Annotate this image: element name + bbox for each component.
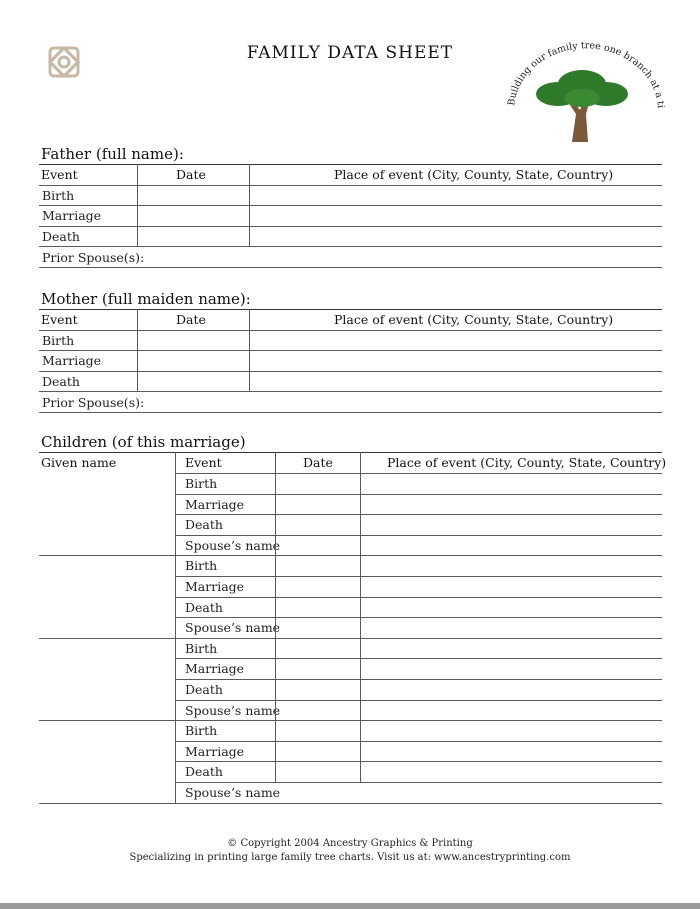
child-row-rule xyxy=(175,658,662,659)
mother-death-label: Death xyxy=(42,374,80,389)
child-event-label: Spouse’s name xyxy=(185,537,281,553)
mother-col-divider xyxy=(249,309,250,391)
father-prior-spouse-label: Prior Spouse(s): xyxy=(42,250,145,265)
mother-top-rule xyxy=(39,309,662,310)
father-date-header: Date xyxy=(176,167,206,182)
father-row-rule xyxy=(39,185,662,186)
father-row-rule xyxy=(39,205,662,206)
mother-date-header: Date xyxy=(176,312,206,327)
child-row-rule xyxy=(175,700,662,701)
mother-heading: Mother (full maiden name): xyxy=(41,290,251,308)
child-row-rule xyxy=(175,782,662,783)
father-bottom-rule xyxy=(39,267,662,268)
children-header-rule xyxy=(175,473,662,474)
footer-copyright: © Copyright 2004 Ancestry Graphics & Printing xyxy=(227,838,473,849)
mother-event-header: Event xyxy=(41,312,78,327)
mother-row-rule xyxy=(39,391,662,392)
child-row-rule xyxy=(175,741,662,742)
children-top-rule xyxy=(39,452,662,453)
child-row-rule xyxy=(175,535,662,536)
child-event-label: Death xyxy=(185,599,223,615)
children-place-header: Place of event (City, County, State, Country) xyxy=(387,455,667,470)
father-row-rule xyxy=(39,226,662,227)
father-birth-label: Birth xyxy=(42,188,75,203)
child-event-label: Death xyxy=(185,682,223,697)
children-heading: Children (of this marriage) xyxy=(41,433,246,451)
father-marriage-label: Marriage xyxy=(42,208,102,223)
child-row-rule xyxy=(175,761,662,762)
father-col-divider xyxy=(137,164,138,246)
children-date-header: Date xyxy=(303,455,333,470)
child-event-label: Spouse’s name xyxy=(185,702,281,718)
child-group-rule xyxy=(39,720,662,721)
mother-row-rule xyxy=(39,371,662,372)
child-row-rule xyxy=(175,576,662,577)
mother-row-rule xyxy=(39,350,662,351)
father-col-divider xyxy=(249,164,250,246)
mother-birth-label: Birth xyxy=(42,333,75,348)
father-place-header: Place of event (City, County, State, Country) xyxy=(334,167,614,182)
child-event-label: Birth xyxy=(185,723,218,739)
children-given-name-header: Given name xyxy=(41,455,117,470)
tree-icon xyxy=(536,70,628,142)
child-event-label: Death xyxy=(185,764,223,780)
tree-logo xyxy=(502,38,666,146)
mother-prior-spouse-label: Prior Spouse(s): xyxy=(42,395,145,410)
father-heading: Father (full name): xyxy=(41,145,184,163)
child-event-label: Spouse’s name xyxy=(185,785,281,800)
child-group-rule xyxy=(39,638,662,639)
footer-tagline: Specializing in printing large family tree charts. Visit us at: www.ancestryprinting.com xyxy=(129,852,571,863)
page-bottom-bar xyxy=(0,903,700,909)
children-col-divider xyxy=(175,452,176,803)
tree-logo-tagline: Building our family tree one branch at a ti xyxy=(506,40,666,109)
child-event-label: Marriage xyxy=(185,661,245,677)
mother-row-rule xyxy=(39,330,662,331)
children-col-divider xyxy=(275,452,276,782)
child-event-label: Marriage xyxy=(185,496,245,512)
child-row-rule xyxy=(175,617,662,618)
child-event-label: Marriage xyxy=(185,743,245,759)
child-event-label: Marriage xyxy=(185,579,245,594)
child-event-label: Birth xyxy=(185,476,218,491)
mother-col-divider xyxy=(137,309,138,391)
child-group-rule xyxy=(39,555,662,556)
father-row-rule xyxy=(39,246,662,247)
mother-bottom-rule xyxy=(39,412,662,413)
child-row-rule xyxy=(175,514,662,515)
father-event-header: Event xyxy=(41,167,78,182)
father-top-rule xyxy=(39,164,662,165)
child-event-label: Spouse’s name xyxy=(185,620,281,636)
children-col-divider xyxy=(360,452,361,782)
mother-place-header: Place of event (City, County, State, Country) xyxy=(334,312,614,327)
child-row-rule xyxy=(175,494,662,495)
page-title: FAMILY DATA SHEET xyxy=(246,43,454,63)
children-event-header: Event xyxy=(185,455,222,470)
child-row-rule xyxy=(175,679,662,680)
child-event-label: Death xyxy=(185,517,223,533)
child-row-rule xyxy=(175,597,662,598)
mother-marriage-label: Marriage xyxy=(42,353,102,368)
father-death-label: Death xyxy=(42,229,80,244)
child-event-label: Birth xyxy=(185,558,218,574)
child-group-rule xyxy=(39,803,662,804)
child-event-label: Birth xyxy=(185,640,218,656)
